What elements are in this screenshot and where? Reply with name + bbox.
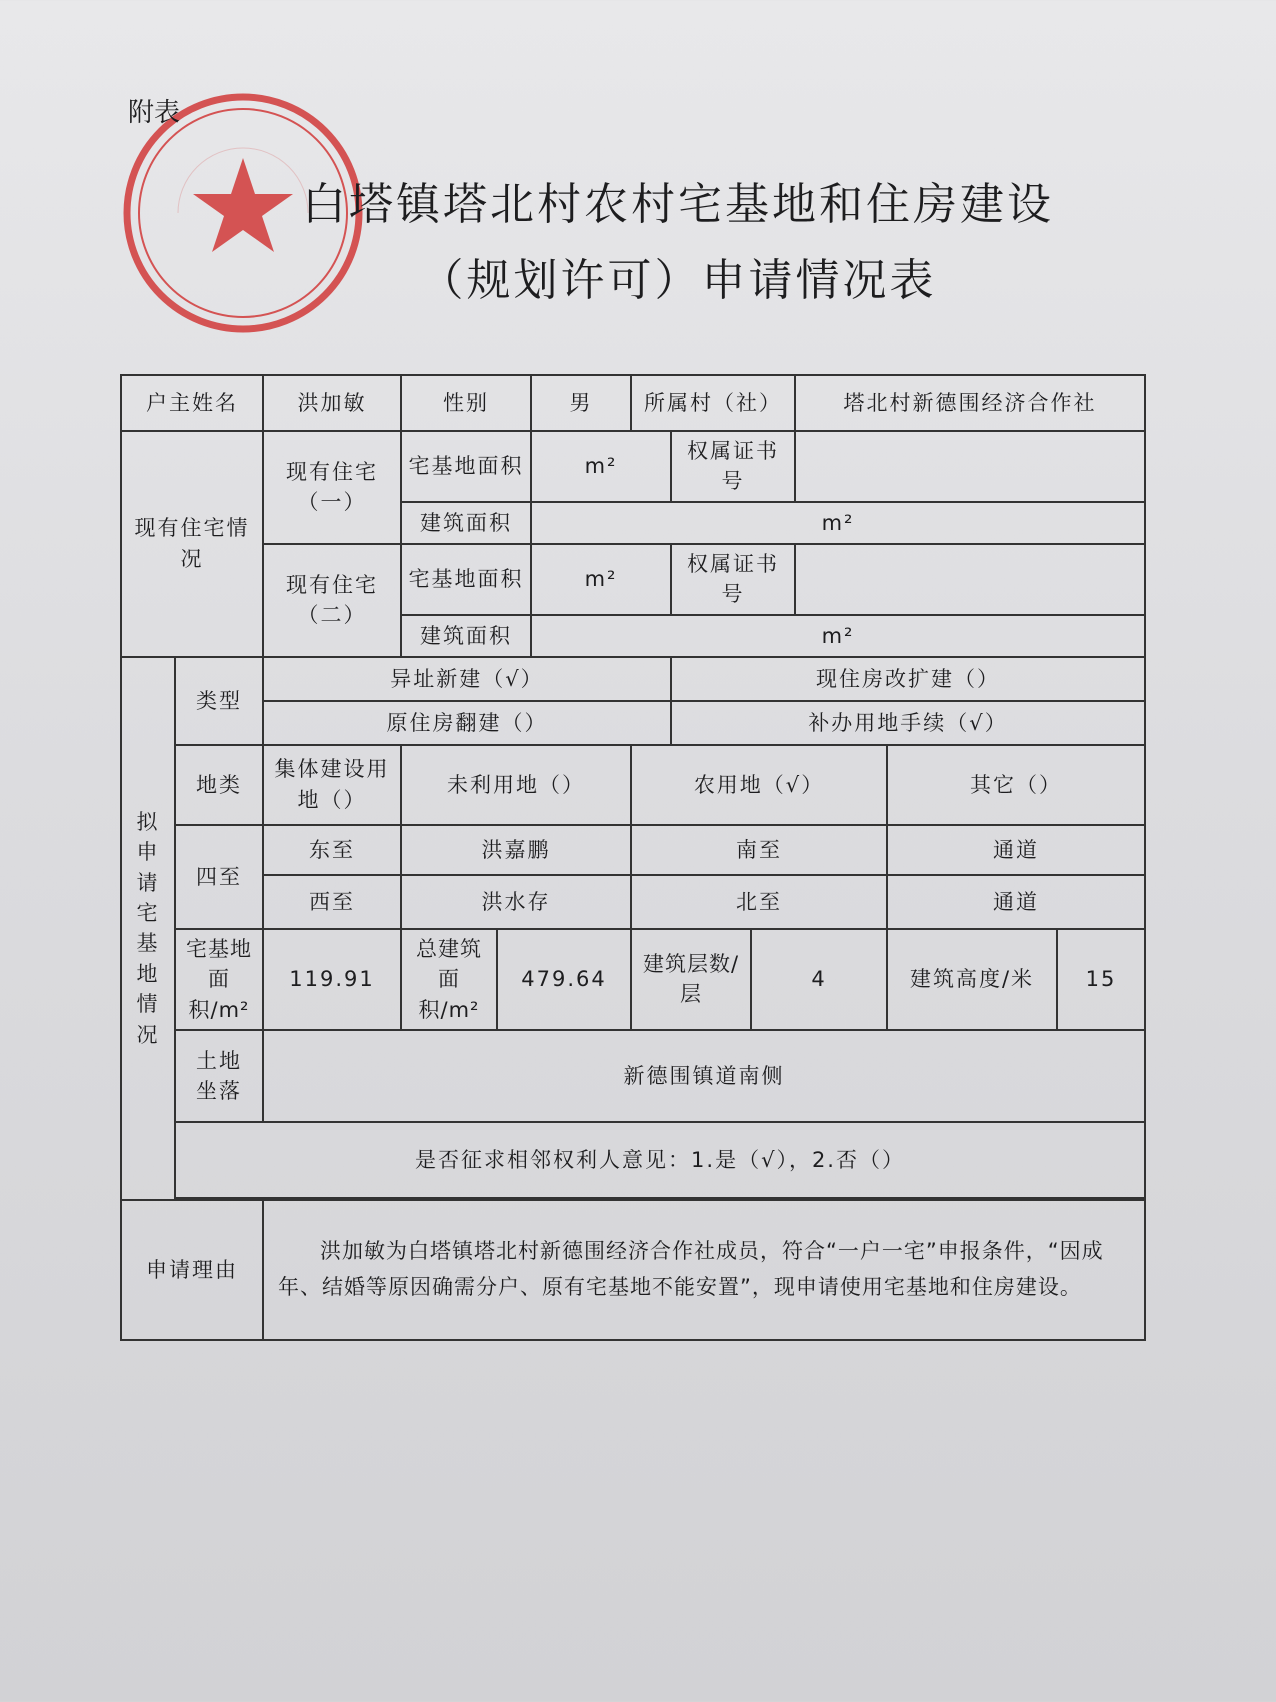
reason-label: 申请理由 — [121, 1200, 263, 1340]
application-form-table — [120, 374, 1146, 1341]
house2-site-area-unit: m² — [531, 544, 671, 615]
existing-section-label: 现有住宅情况 — [121, 431, 263, 657]
village-value: 塔北村新德围经济合作社 — [795, 375, 1145, 431]
table-row — [121, 701, 1145, 745]
south-value: 通道 — [887, 825, 1145, 875]
height-value: 15 — [1057, 929, 1145, 1030]
type-option-new-site: 异址新建（√） — [263, 657, 671, 701]
house2-site-area-label: 宅基地面积 — [401, 544, 531, 615]
house2-build-area-unit: m² — [531, 615, 1145, 657]
village-label: 所属村（社） — [631, 375, 795, 431]
type-label: 类型 — [175, 657, 263, 745]
land-label: 地类 — [175, 745, 263, 825]
owner-value: 洪加敏 — [263, 375, 401, 431]
house1-site-area-label: 宅基地面积 — [401, 431, 531, 502]
type-option-rebuild: 原住房翻建（） — [263, 701, 671, 745]
form-title-line1: 白塔镇塔北村农村宅基地和住房建设 — [302, 179, 1054, 230]
table-row — [121, 875, 1145, 929]
total-area-value: 479.64 — [497, 929, 631, 1030]
table-row — [121, 745, 1145, 825]
east-label: 东至 — [263, 825, 401, 875]
table-row — [121, 544, 1145, 615]
house1-build-area-label: 建筑面积 — [401, 502, 531, 544]
table-row — [121, 431, 1145, 502]
floors-label: 建筑层数/ 层 — [631, 929, 751, 1030]
boundary-label: 四至 — [175, 825, 263, 929]
house1-cert-value — [795, 431, 1145, 502]
table-row — [121, 825, 1145, 875]
table-row — [121, 657, 1145, 701]
west-label: 西至 — [263, 875, 401, 929]
north-label: 北至 — [631, 875, 887, 929]
type-option-expand: 现住房改扩建（） — [671, 657, 1145, 701]
land-option-collective: 集体建设用 地（） — [263, 745, 401, 825]
planned-section-label: 拟 申 请 宅 基 地 情 况 — [121, 657, 175, 1200]
table-row — [121, 375, 1145, 431]
location-label: 土地 坐落 — [175, 1030, 263, 1122]
site-area-label: 宅基地 面积/m² — [175, 929, 263, 1030]
house1-build-area-unit: m² — [531, 502, 1145, 544]
gender-value: 男 — [531, 375, 631, 431]
location-value: 新德围镇道南侧 — [263, 1030, 1145, 1122]
total-area-label: 总建筑 面积/m² — [401, 929, 497, 1030]
house2-cert-value — [795, 544, 1145, 615]
owner-label: 户主姓名 — [121, 375, 263, 431]
house2-build-area-label: 建筑面积 — [401, 615, 531, 657]
land-option-unused: 未利用地（） — [401, 745, 631, 825]
house1-site-area-unit: m² — [531, 431, 671, 502]
house1-cert-label: 权属证书号 — [671, 431, 795, 502]
attachment-label: 附表 — [128, 98, 181, 128]
site-area-value: 119.91 — [263, 929, 401, 1030]
floors-value: 4 — [751, 929, 887, 1030]
gender-label: 性别 — [401, 375, 531, 431]
house1-label: 现有住宅 （一） — [263, 431, 401, 544]
table-row — [121, 1030, 1145, 1122]
house2-cert-label: 权属证书号 — [671, 544, 795, 615]
height-label: 建筑高度/米 — [887, 929, 1057, 1030]
east-value: 洪嘉鹏 — [401, 825, 631, 875]
table-row — [121, 929, 1145, 1030]
land-option-other: 其它（） — [887, 745, 1145, 825]
table-row — [121, 1200, 1145, 1340]
west-value: 洪水存 — [401, 875, 631, 929]
house2-label: 现有住宅 （二） — [263, 544, 401, 657]
north-value: 通道 — [887, 875, 1145, 929]
type-option-supplement: 补办用地手续（√） — [671, 701, 1145, 745]
reason-text: 洪加敏为白塔镇塔北村新德围经济合作社成员，符合“一户一宅”申报条件，“因成年、结婚等原因确需分户、原有宅基地不能安置”，现申请使用宅基地和住房建设。 — [263, 1200, 1145, 1340]
table-row — [121, 1122, 1145, 1198]
form-title-line2: （规划许可）申请情况表 — [419, 255, 937, 306]
south-label: 南至 — [631, 825, 887, 875]
land-option-farm: 农用地（√） — [631, 745, 887, 825]
neighbor-opinion: 是否征求相邻权利人意见：1.是（√），2.否（） — [175, 1122, 1145, 1198]
